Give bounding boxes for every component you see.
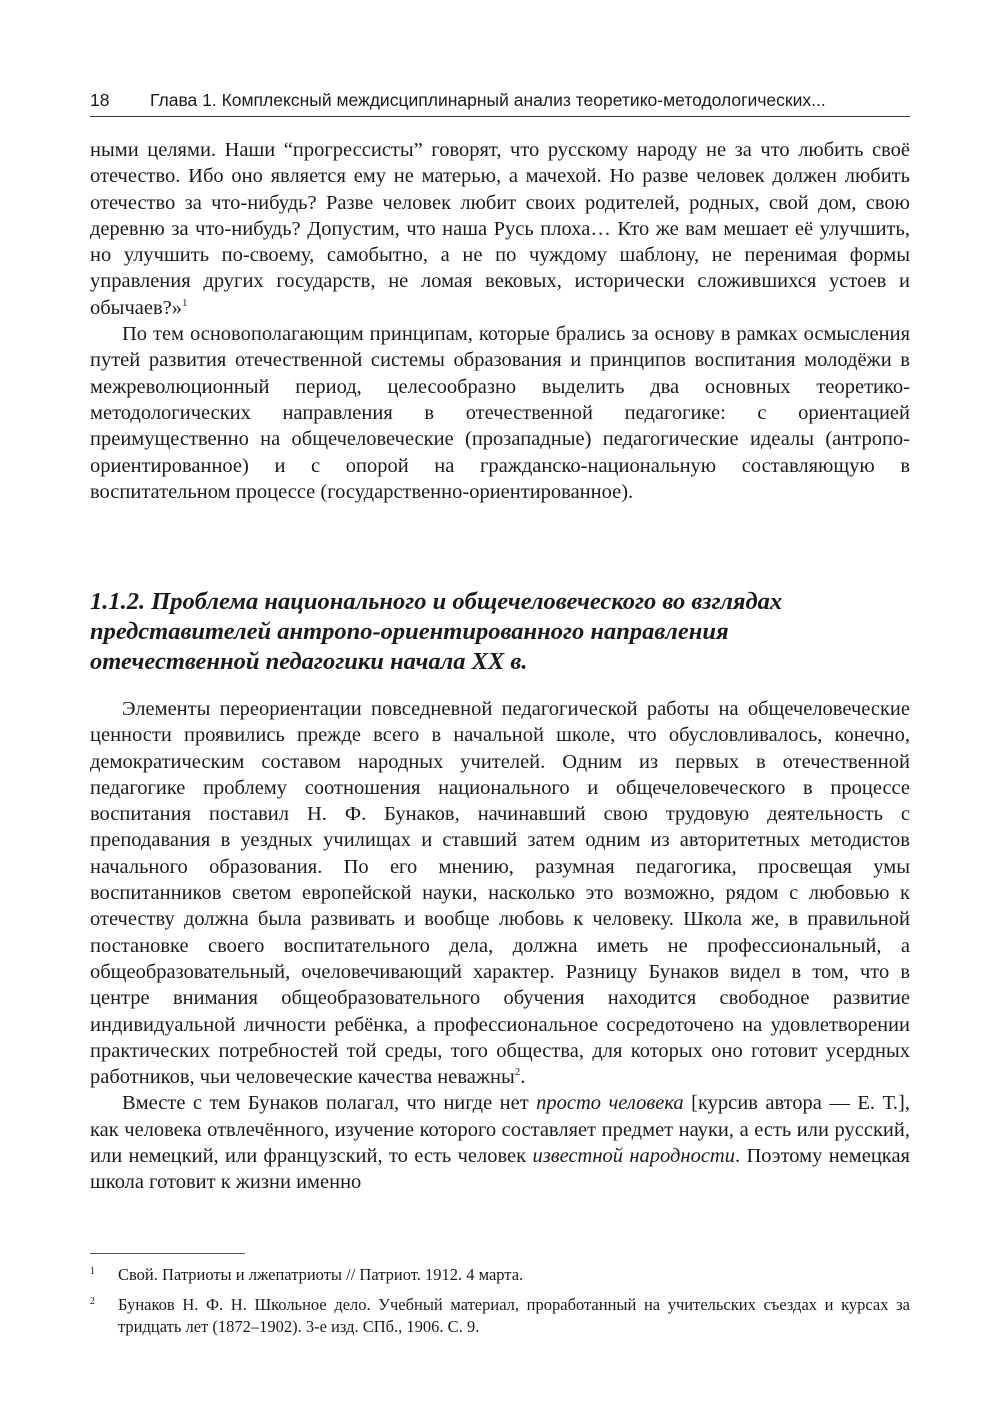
- footnote-text: Свой. Патриоты и лжепатриоты // Патриот. 1912. 4 марта.: [118, 1265, 524, 1284]
- paragraph-text-end: .: [520, 1066, 526, 1089]
- running-chapter-title: Глава 1. Комплексный междисциплинарный анализ теоретико-методологических...: [150, 90, 826, 110]
- paragraph-text: Элементы переориентации повседневной педагогической работы на общечеловеческие ценности проявились прежде всего в начальной школе, что обусловливалось, конечно, демократическим составом народных учителей. Одним из первых в отечественной педагогике проблему соотношения национального и общечеловеческого в процессе воспитания поставил Н. Ф. Бунаков, начинавший свою трудовую деятельность с преподавания в уездных училищах и ставший затем одним из авторитетных методистов начального образования. По его мнению, разумная педагогика, просвещая умы воспитанников светом европейской науки, насколько это возможно, рядом с любовью к отечеству должна была развивать и вообще любовь к человеку. Школа же, в правильной постановке своего воспитательного дела, должна иметь не профессиональный, а общеобразовательный, очеловечивающий характер. Разницу Бунаков видел в том, что в центре внимания общеобразовательного обучения находится свободное развитие индивидуальной личности ребёнка, а профессиональное сосредоточено на удовлетворении практических потребностей той среды, того общества, для которых оно готовит усердных работников, чьи человеческие качества неважны: [90, 698, 910, 1089]
- section-heading-line: отечественной педагогики начала ХХ в.: [90, 648, 528, 675]
- footnote-divider: [90, 1253, 245, 1254]
- footnotes: [90, 1264, 910, 1346]
- paragraph-text: ными целями. Наши “прогрессисты” говорят, что русскому народу не за что любить своё отечество. Ибо оно является ему не матерью, а мачехой. Но разве человек должен любить отечество за что-нибудь? Разве человек любит своих родителей, родных, свой дом, свою деревню за что-нибудь? Допустим, что наша Русь плоха… Кто же вам мешает её улучшить, но улучшить по-своему, самобытно, а не по чуждому шаблону, не перенимая формы управления других государств, не ломая вековых, исторически сложившихся устоев и обычаев?»: [90, 139, 910, 319]
- italic-text: известной народности: [532, 1145, 735, 1168]
- italic-text: просто человека: [536, 1092, 684, 1115]
- footnote-ref-1[interactable]: 1: [182, 296, 188, 309]
- page-number: 18: [90, 90, 110, 110]
- body-text-block-2: [90, 696, 910, 1196]
- paragraph: По тем основополагающим принципам, которые брались за основу в рамках осмысления путей развития отечественной системы образования и принципов воспитания молодёжи в межреволюционный период, целесообразно выделить два основных теоретико-методологических направления в отечественной педагогике: с ориентацией преимущественно на общечеловеческие (прозападные) педагогические идеалы (антропо-ориентированное) и с опорой на гражданско-национальную составляющую в воспитательном процессе (государственно-ориентированное).: [90, 323, 910, 503]
- footnote-ref-2[interactable]: 2: [514, 1066, 521, 1079]
- running-header: [90, 88, 910, 117]
- section-heading-line: представителей антропо-ориентированного направления: [90, 618, 729, 645]
- body-text-block-1: [90, 137, 910, 505]
- footnote-mark: 2: [90, 1296, 95, 1307]
- paragraph-text: . Поэтому немецкая школа готовит к жизни именно: [90, 1145, 910, 1194]
- footnote-item: [90, 1264, 910, 1286]
- paragraph: [90, 137, 910, 321]
- section-heading-line: 1.1.2. Проблема национального и общечеловеческого во взглядах: [90, 588, 783, 615]
- footnote-item: [90, 1294, 910, 1338]
- paragraph-text: [курсив автора — Е. Т.], как человека отвлечённого, изучение которого составляет предмет науки, а есть или русский, или немецкий, или французский, то есть человек: [90, 1092, 910, 1168]
- paragraph-text: Вместе с тем Бунаков полагал, что нигде нет: [122, 1092, 537, 1115]
- section-heading: [90, 587, 910, 677]
- footnote-mark: 1: [90, 1266, 95, 1277]
- footnote-text: Бунаков Н. Ф. Н. Школьное дело. Учебный материал, проработанный на учительских съездах и курсах за тридцать лет (1872–1902). 3-е изд. СПб., 1906. С. 9.: [118, 1295, 910, 1336]
- paragraph: [90, 1090, 910, 1195]
- paragraph: [90, 696, 910, 1090]
